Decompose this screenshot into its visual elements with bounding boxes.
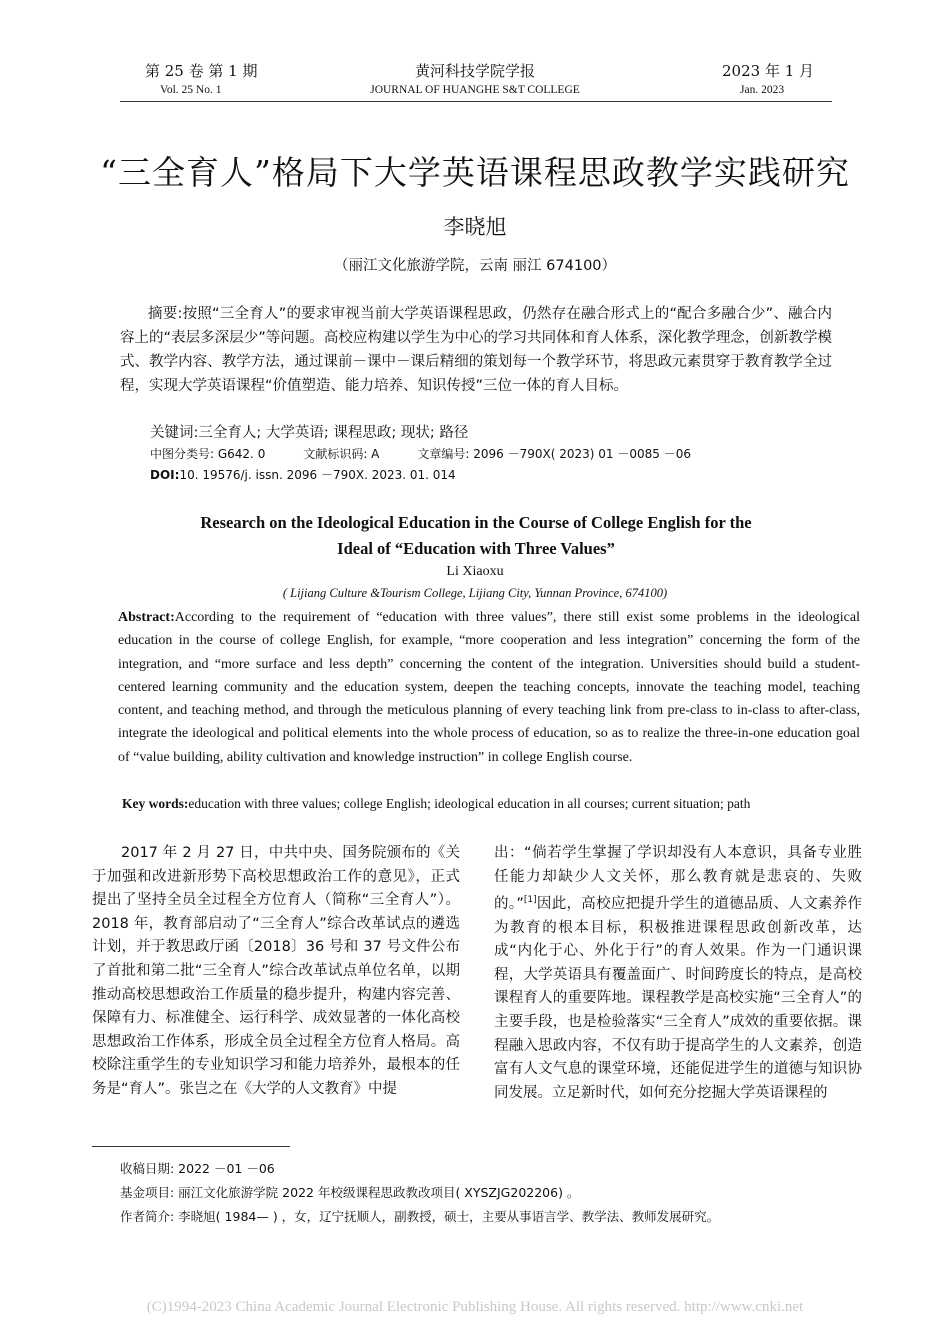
doi-label: DOI:: [150, 468, 180, 482]
copyright-footer: (C)1994-2023 China Academic Journal Electronic Publishing House. All rights reserved. http://www.cnki.net: [146, 1299, 804, 1315]
title-en-line1: Research on the Ideological Education in the Course of College English for the: [200, 513, 752, 532]
body-column-right: [494, 842, 862, 1105]
clc-number: 中图分类号: G642. 0: [150, 447, 266, 461]
header-rule: [120, 101, 832, 102]
abstract-cn-text: 按照“三全育人”的要求审视当前大学英语课程思政，仍然存在融合形式上的“配合多融合少”、融合内容上的“表层多深层少”等问题。高校应构建以学生为中心的学习共同体和育人体系，深化教学理念，创新教学模式、教学内容、教学方法，通过课前－课中－课后精细的策划每一个教学环节，将思政元素贯穿于教育教学全过程，实现大学英语课程“价值塑造、能力培养、知识传授”三位一体的育人目标。: [120, 306, 833, 394]
keywords-en: [122, 794, 862, 814]
header-volume-en: Vol. 25 No. 1: [160, 84, 222, 96]
keywords-en-text: education with three values; college English; ideological education in all courses; current situation; path: [188, 796, 751, 811]
abstract-cn: [120, 302, 832, 398]
footnote-fund: 基金项目: 丽江文化旅游学院 2022 年校级课程思政教改项目( XYSZJG202206) 。: [120, 1185, 580, 1200]
header-volume-cn: 第 25 卷 第 1 期: [145, 62, 258, 80]
body-right-part-b: 因此，高校应把提升学生的道德品质、人文素养作为教育的根本目标，积极推进课程思政创新改革，达成“内化于心、外化于行”的育人效果。作为一门通识课程，大学英语具有覆盖面广、时间跨度长的特点，是高校课程育人的重要阵地。课程教学是高校实施“三全育人”的主要手段，也是检验落实“三全育人”成效的重要依据。课程融入思政内容，不仅有助于提高学生的人文素养，创造富有人文气息的课堂环境，还能促进学生的道德与知识协同发展。立足新时代，如何充分挖掘大学英语课程的: [494, 896, 863, 1101]
document-code: 文献标识码: A: [303, 447, 380, 461]
page-title-en: [120, 510, 832, 562]
footnote-rule: [92, 1146, 290, 1147]
citation-marker: [1]: [523, 895, 537, 906]
keywords-cn-label: 关键词:: [150, 425, 199, 441]
title-en-line2: Ideal of “Education with Three Values”: [337, 539, 615, 558]
footnote-received: 收稿日期: 2022 －01 －06: [120, 1161, 275, 1176]
page-title-cn: “三全育人”格局下大学英语课程思政教学实践研究: [100, 153, 850, 192]
header-journal-cn: 黄河科技学院学报: [414, 62, 535, 80]
body-column-left: 2017 年 2 月 27 日，中共中央、国务院颁布的《关于加强和改进新形势下高校思想政治工作的意见》，正式提出了坚持全员全过程全方位育人（简称“三全育人”）。2018 年，教育部启动了“三全育人”综合改革试点的遴选计划，并于教思政厅函〔2018〕36 号和 37 号文件公布了首批和第二批“三全育人”综合改革试点单位名单，以期推动高校思想政治工作质量的稳步提升，构建内容完善、保障有力、标准健全、运行科学、成效显著的一体化高校思想政治工作体系，形成全员全过程全方位育人格局。高校除注重学生的专业知识学习和能力培养外，最根本的任务是“育人”。张岂之在《大学的人文教育》中提: [92, 845, 460, 1097]
article-number: 文章编号: 2096 －790X( 2023) 01 －0085 －06: [417, 447, 691, 461]
affiliation-en: ( Lijiang Culture &Tourism College, Lijiang City, Yunnan Province, 674100): [282, 586, 668, 600]
abstract-en-text: According to the requirement of “education with three values”, there still exist some problems in the ideological education in the course of college English, for example, “more cooperation and less integration” concerning the form of the integration, and “more surface and less depth” concerning the content of the integration. Universities should build a student-centered learning community and the education system, deepen the teaching concepts, innovate the teaching model, teaching content, and teaching method, and through the meticulous planning of every teaching link from pre-class to in-class to after-class, integrate the ideological and political elements into the whole process of education, so as to realize the three-in-one education goal of “value building, ability cultivation and knowledge instruction” in college English course.: [118, 610, 860, 765]
abstract-en-label: Abstract:: [118, 610, 175, 625]
abstract-cn-label: 摘要:: [148, 306, 183, 322]
classification-line: [150, 445, 729, 463]
affiliation-cn: （丽江文化旅游学院，云南 丽江 674100）: [333, 258, 617, 274]
body-right-part-a: 出：“倘若学生掌握了学识却没有人本意识，具备专业胜任能力却缺少人文关怀，那么教育就是悲哀的、失败的。”: [494, 845, 862, 913]
abstract-en: [118, 606, 860, 769]
keywords-cn-text: 三全育人; 大学英语; 课程思政; 现状; 路径: [198, 425, 469, 441]
header-date-en: Jan. 2023: [740, 84, 785, 96]
author-cn: 李晓旭: [443, 215, 507, 239]
header-journal-en: JOURNAL OF HUANGHE S&T COLLEGE: [370, 84, 580, 96]
header-date-cn: 2023 年 1 月: [722, 62, 815, 80]
keywords-en-label: Key words:: [122, 796, 189, 811]
footnote-author-bio: 作者简介: 李晓旭( 1984— ) ，女，辽宁抚顺人，副教授，硕士，主要从事语言学、教学法、教师发展研究。: [120, 1209, 720, 1224]
doi-line: [150, 466, 456, 484]
author-en: Li Xiaoxu: [446, 564, 504, 579]
keywords-cn: [150, 422, 840, 444]
doi-value: 10. 19576/j. issn. 2096 －790X. 2023. 01. 014: [179, 468, 456, 482]
